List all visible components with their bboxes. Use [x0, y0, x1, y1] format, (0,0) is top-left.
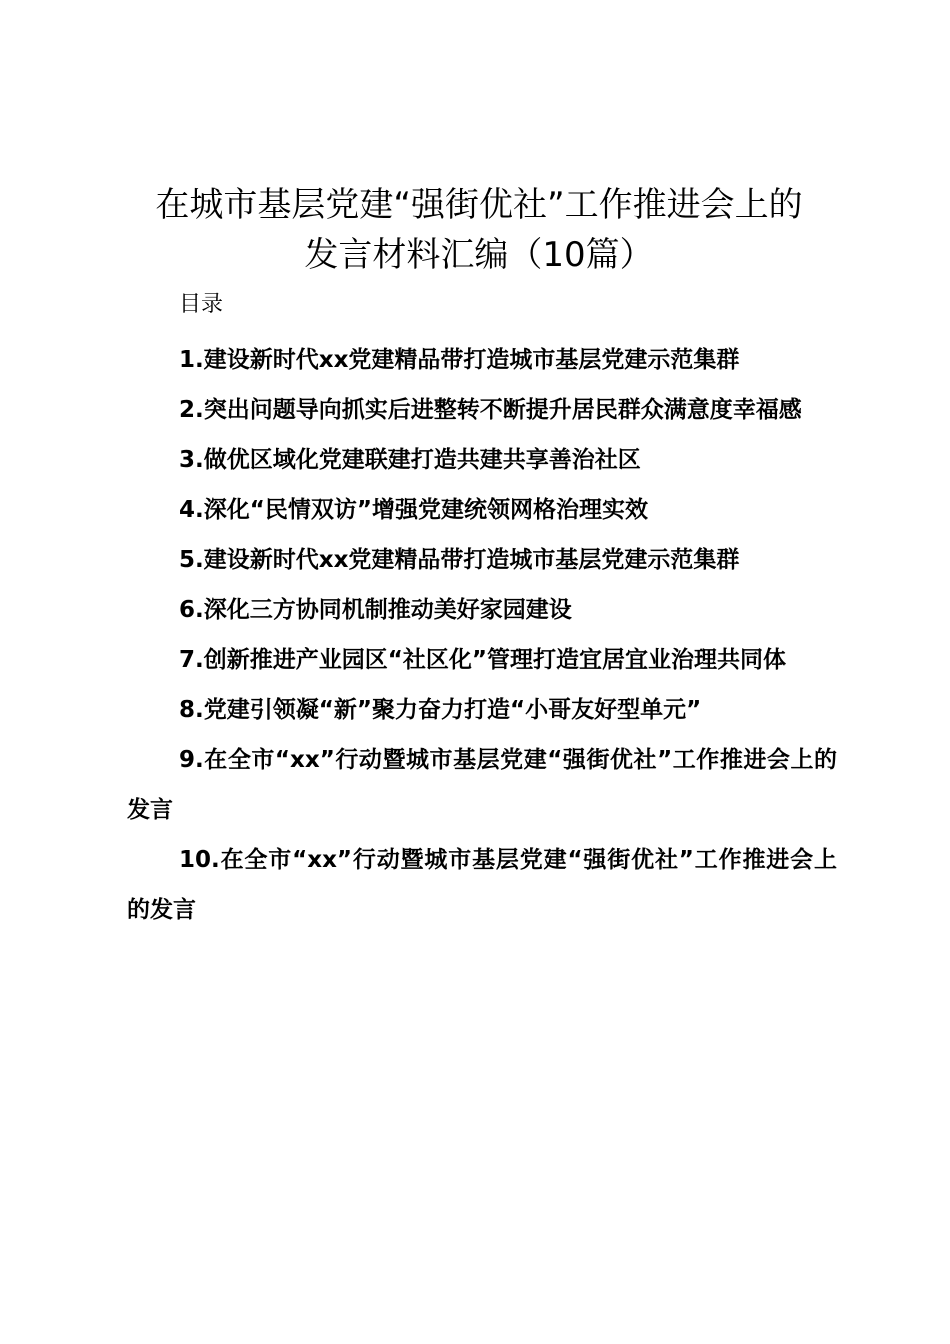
toc-item-7: 7.创新推进产业园区“社区化”管理打造宜居宜业治理共同体 [179, 647, 786, 673]
toc-item-1: 1.建设新时代xx党建精品带打造城市基层党建示范集群 [179, 347, 740, 373]
toc-item-6: 6.深化三方协同机制推动美好家园建设 [179, 597, 572, 623]
toc-item-8: 8.党建引领凝“新”聚力奋力打造“小哥友好型单元” [179, 697, 702, 723]
document-title-line-2: 发言材料汇编（10篇） [304, 235, 654, 275]
toc-item-3: 3.做优区域化党建联建打造共建共享善治社区 [179, 447, 641, 473]
toc-item-10: 10.在全市“xx”行动暨城市基层党建“强街优社”工作推进会上的发言 [127, 847, 837, 923]
toc-heading: 目录 [179, 292, 224, 317]
toc-item-9: 9.在全市“xx”行动暨城市基层党建“强街优社”工作推进会上的发言 [127, 747, 837, 823]
toc-item-5: 5.建设新时代xx党建精品带打造城市基层党建示范集群 [179, 547, 740, 573]
table-of-contents [127, 335, 837, 935]
toc-item-2: 2.突出问题导向抓实后进整转不断提升居民群众满意度幸福感 [179, 397, 802, 423]
document-title-line-1: 在城市基层党建“强街优社”工作推进会上的 [155, 185, 803, 225]
toc-item-4: 4.深化“民情双访”增强党建统领网格治理实效 [179, 497, 648, 523]
